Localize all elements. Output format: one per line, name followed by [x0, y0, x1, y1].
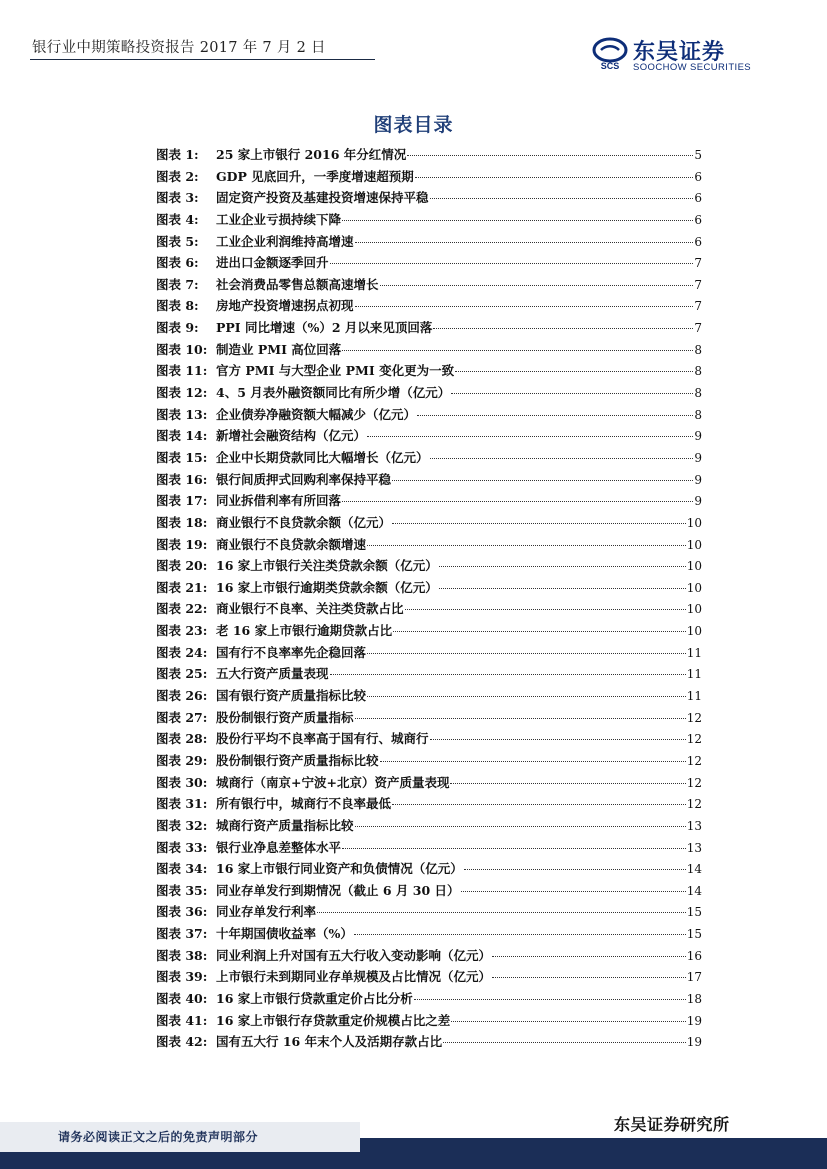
- toc-entry-page: 12: [686, 797, 702, 812]
- toc-entry-label: 图表 2:: [156, 168, 199, 184]
- toc-entry-label: 图表 34:: [156, 861, 208, 877]
- toc-entry-label: 图表 14:: [156, 428, 208, 444]
- toc-entry[interactable]: [156, 751, 702, 773]
- toc-entry-page: 16: [686, 948, 702, 963]
- toc-entry-page: 10: [686, 537, 702, 552]
- toc-entry[interactable]: [156, 773, 702, 795]
- toc-entry-page: 15: [686, 927, 702, 942]
- toc-dot-leader: [393, 631, 686, 632]
- toc-dot-leader: [415, 177, 694, 178]
- toc-dot-leader: [433, 328, 693, 329]
- toc-entry-page: 12: [686, 732, 702, 747]
- toc-dot-leader: [354, 934, 686, 935]
- toc-entry[interactable]: [156, 426, 702, 448]
- toc-entry[interactable]: [156, 838, 702, 860]
- toc-entry-label: 图表 30:: [156, 774, 208, 790]
- soochow-securities-logo: [591, 34, 763, 76]
- toc-entry[interactable]: [156, 275, 702, 297]
- toc-entry-page: 14: [686, 883, 702, 898]
- toc-entry-page: 8: [694, 407, 702, 422]
- toc-entry-page: 15: [686, 905, 702, 920]
- toc-dot-leader: [367, 545, 686, 546]
- toc-entry[interactable]: [156, 188, 702, 210]
- toc-entry-title: 所有银行中，城商行不良率最低: [216, 796, 392, 812]
- toc-entry-title: 社会消费品零售总额高速增长: [216, 276, 379, 292]
- toc-entry[interactable]: [156, 470, 702, 492]
- toc-entry[interactable]: [156, 621, 702, 643]
- toc-dot-leader: [492, 956, 686, 957]
- toc-entry-title: 同业拆借利率有所回落: [216, 493, 342, 509]
- toc-entry[interactable]: [156, 318, 702, 340]
- toc-entry-page: 6: [694, 169, 702, 184]
- toc-dot-leader: [450, 783, 685, 784]
- toc-entry[interactable]: [156, 729, 702, 751]
- toc-entry-title: 商业银行不良贷款余额（亿元）: [216, 514, 392, 530]
- toc-entry[interactable]: [156, 708, 702, 730]
- toc-entry-title: 国有行不良率率先企稳回落: [216, 644, 367, 660]
- toc-entry[interactable]: [156, 361, 702, 383]
- toc-dot-leader: [342, 350, 693, 351]
- toc-entry-title: 同业存单发行利率: [216, 904, 317, 920]
- toc-entry-page: 10: [686, 624, 702, 639]
- toc-entry-page: 12: [686, 775, 702, 790]
- toc-dot-leader: [367, 436, 693, 437]
- toc-entry-label: 图表 20:: [156, 558, 208, 574]
- toc-dot-leader: [355, 718, 686, 719]
- toc-dot-leader: [405, 609, 686, 610]
- toc-entry[interactable]: [156, 535, 702, 557]
- toc-entry-page: 19: [686, 1035, 702, 1050]
- toc-dot-leader: [380, 761, 686, 762]
- toc-entry-label: 图表 31:: [156, 796, 208, 812]
- toc-entry-label: 图表 10:: [156, 341, 208, 357]
- toc-entry[interactable]: [156, 1032, 702, 1054]
- toc-entry-label: 图表 40:: [156, 990, 208, 1006]
- toc-entry-page: 7: [694, 321, 702, 336]
- toc-entry-title: 固定资产投资及基建投资增速保持平稳: [216, 190, 429, 206]
- toc-dot-leader: [355, 826, 686, 827]
- toc-entry-label: 图表 16:: [156, 471, 208, 487]
- toc-entry-title: 股份行平均不良率高于国有行、城商行: [216, 731, 429, 747]
- toc-entry-page: 8: [694, 342, 702, 357]
- toc-dot-leader: [430, 739, 686, 740]
- toc-entry-label: 图表 41:: [156, 1012, 208, 1028]
- toc-entry-label: 图表 32:: [156, 817, 208, 833]
- toc-entry-label: 图表 5:: [156, 233, 199, 249]
- toc-entry-title: 制造业 PMI 高位回落: [216, 341, 342, 357]
- toc-dot-leader: [461, 891, 686, 892]
- toc-entry-title: 国有银行资产质量指标比较: [216, 688, 367, 704]
- toc-entry[interactable]: [156, 1011, 702, 1033]
- toc-entry-label: 图表 21:: [156, 579, 208, 595]
- toc-entry-page: 6: [694, 234, 702, 249]
- toc-entry[interactable]: [156, 599, 702, 621]
- toc-entry-label: 图表 9:: [156, 320, 199, 336]
- header-underline: [30, 59, 375, 60]
- toc-entry-title: 同业存单发行到期情况（截止 6 月 30 日）: [216, 882, 460, 898]
- toc-entry[interactable]: [156, 664, 702, 686]
- toc-entry-title: 16 家上市银行逾期类贷款余额（亿元）: [216, 579, 438, 595]
- logo-mark-text: SCS: [600, 61, 620, 71]
- toc-entry[interactable]: [156, 448, 702, 470]
- toc-entry-page: 10: [686, 559, 702, 574]
- toc-entry[interactable]: [156, 340, 702, 362]
- toc-entry-page: 9: [694, 429, 702, 444]
- toc-dot-leader: [392, 804, 686, 805]
- toc-entry-title: 4、5 月表外融资额同比有所少增（亿元）: [216, 385, 451, 401]
- toc-dot-leader: [407, 155, 693, 156]
- toc-entry-title: 工业企业亏损持续下降: [216, 211, 342, 227]
- toc-dot-leader: [367, 653, 686, 654]
- toc-dot-leader: [330, 263, 694, 264]
- toc-dot-leader: [414, 999, 686, 1000]
- toc-entry-label: 图表 4:: [156, 211, 199, 227]
- toc-entry-title: 城商行资产质量指标比较: [216, 817, 354, 833]
- toc-entry[interactable]: [156, 405, 702, 427]
- toc-entry-title: 商业银行不良率、关注类贷款占比: [216, 601, 404, 617]
- toc-entry-label: 图表 26:: [156, 688, 208, 704]
- toc-entry-label: 图表 38:: [156, 947, 208, 963]
- toc-entry-page: 10: [686, 515, 702, 530]
- footer-organization: 东吴证券研究所: [614, 1115, 730, 1134]
- toc-dot-leader: [417, 415, 693, 416]
- toc-entry-page: 11: [686, 689, 702, 704]
- toc-dot-leader: [342, 220, 693, 221]
- toc-entry-title: 城商行（南京+宁波+北京）资产质量表现: [216, 774, 450, 790]
- toc-entry-label: 图表 22:: [156, 601, 208, 617]
- toc-dot-leader: [330, 674, 686, 675]
- toc-entry-page: 18: [686, 991, 702, 1006]
- toc-entry-page: 5: [694, 148, 702, 162]
- toc-entry-label: 图表 3:: [156, 190, 199, 206]
- toc-entry-page: 14: [686, 862, 702, 877]
- toc-dot-leader: [430, 198, 694, 199]
- toc-entry[interactable]: [156, 924, 702, 946]
- toc-entry-page: 7: [694, 256, 702, 271]
- toc-heading: 图表目录: [373, 114, 454, 136]
- toc-entry-page: 6: [694, 212, 702, 227]
- toc-entry-label: 图表 24:: [156, 644, 208, 660]
- report-header-title: 银行业中期策略投资报告 2017 年 7 月 2 日: [32, 40, 326, 56]
- toc-entry-title: 商业银行不良贷款余额增速: [216, 536, 367, 552]
- toc-entry-label: 图表 12:: [156, 385, 208, 401]
- toc-dot-leader: [492, 977, 686, 978]
- toc-entry-title: 25 家上市银行 2016 年分红情况: [216, 147, 407, 162]
- toc-entry-page: 9: [694, 494, 702, 509]
- toc-entry[interactable]: [156, 167, 702, 189]
- toc-dot-leader: [342, 501, 693, 502]
- table-of-figures: [156, 145, 702, 1054]
- toc-dot-leader: [392, 480, 693, 481]
- toc-entry[interactable]: [156, 859, 702, 881]
- toc-entry-page: 17: [686, 970, 702, 985]
- toc-entry-label: 图表 1:: [156, 147, 199, 162]
- toc-entry-title: 同业利润上升对国有五大行收入变动影响（亿元）: [216, 947, 492, 963]
- toc-dot-leader: [367, 696, 686, 697]
- toc-entry-label: 图表 11:: [156, 363, 208, 379]
- toc-dot-leader: [439, 588, 686, 589]
- toc-dot-leader: [392, 523, 686, 524]
- toc-entry-label: 图表 36:: [156, 904, 208, 920]
- toc-dot-leader: [439, 566, 686, 567]
- toc-entry[interactable]: [156, 232, 702, 254]
- toc-entry[interactable]: [156, 816, 702, 838]
- toc-entry-page: 11: [686, 667, 702, 682]
- toc-entry-title: 16 家上市银行关注类贷款余额（亿元）: [216, 558, 438, 574]
- toc-entry[interactable]: [156, 967, 702, 989]
- toc-dot-leader: [342, 848, 686, 849]
- toc-entry[interactable]: [156, 210, 702, 232]
- toc-entry-title: 国有五大行 16 年末个人及活期存款占比: [216, 1034, 443, 1050]
- toc-entry-label: 图表 25:: [156, 666, 208, 682]
- toc-entry-label: 图表 15:: [156, 449, 208, 465]
- toc-entry-label: 图表 17:: [156, 493, 208, 509]
- toc-entry-title: 企业中长期贷款同比大幅增长（亿元）: [216, 449, 429, 465]
- toc-entry-title: 官方 PMI 与大型企业 PMI 变化更为一致: [216, 363, 455, 379]
- toc-entry-page: 13: [686, 818, 702, 833]
- toc-dot-leader: [380, 285, 694, 286]
- toc-entry-title: PPI 同比增速（%）2 月以来见顶回落: [216, 320, 433, 336]
- toc-entry-title: 16 家上市银行存贷款重定价规模占比之差: [216, 1012, 451, 1028]
- toc-entry-label: 图表 18:: [156, 514, 208, 530]
- toc-entry-page: 10: [686, 602, 702, 617]
- toc-dot-leader: [451, 393, 693, 394]
- toc-entry-label: 图表 19:: [156, 536, 208, 552]
- toc-entry-label: 图表 23:: [156, 623, 208, 639]
- toc-dot-leader: [455, 371, 693, 372]
- toc-dot-leader: [430, 458, 694, 459]
- toc-entry-title: 股份制银行资产质量指标比较: [216, 752, 379, 768]
- toc-entry-label: 图表 39:: [156, 969, 208, 985]
- toc-entry[interactable]: [156, 989, 702, 1011]
- toc-entry-title: 房地产投资增速拐点初现: [216, 298, 354, 314]
- toc-entry-label: 图表 37:: [156, 926, 208, 942]
- toc-entry-page: 8: [694, 364, 702, 379]
- toc-entry-label: 图表 28:: [156, 731, 208, 747]
- toc-entry-page: 12: [686, 710, 702, 725]
- toc-entry[interactable]: [156, 513, 702, 535]
- toc-entry[interactable]: [156, 556, 702, 578]
- toc-entry-title: 新增社会融资结构（亿元）: [216, 428, 367, 444]
- toc-entry-page: 10: [686, 580, 702, 595]
- toc-entry-title: 上市银行未到期同业存单规模及占比情况（亿元）: [216, 969, 492, 985]
- toc-entry-page: 6: [694, 191, 702, 206]
- toc-entry[interactable]: [156, 902, 702, 924]
- toc-entry-label: 图表 7:: [156, 276, 199, 292]
- toc-entry-title: GDP 见底回升，一季度增速超预期: [216, 168, 414, 184]
- toc-entry[interactable]: [156, 296, 702, 318]
- toc-entry-title: 银行业净息差整体水平: [216, 839, 342, 855]
- toc-entry-label: 图表 8:: [156, 298, 199, 314]
- toc-entry-page: 11: [686, 645, 702, 660]
- footer-disclaimer: 请务必阅读正文之后的免责声明部分: [58, 1130, 259, 1144]
- toc-entry-label: 图表 27:: [156, 709, 208, 725]
- toc-entry-title: 十年期国债收益率（%）: [216, 926, 353, 942]
- toc-entry-page: 7: [694, 277, 702, 292]
- toc-entry-title: 16 家上市银行同业资产和负债情况（亿元）: [216, 861, 463, 877]
- toc-entry-title: 银行间质押式回购利率保持平稳: [216, 471, 392, 487]
- toc-entry[interactable]: [156, 881, 702, 903]
- toc-entry-page: 9: [694, 450, 702, 465]
- toc-entry[interactable]: [156, 253, 702, 275]
- toc-entry-page: 9: [694, 472, 702, 487]
- toc-entry-page: 13: [686, 840, 702, 855]
- toc-dot-leader: [451, 1021, 685, 1022]
- toc-entry[interactable]: [156, 643, 702, 665]
- toc-entry-page: 7: [694, 299, 702, 314]
- toc-dot-leader: [317, 912, 686, 913]
- toc-entry[interactable]: [156, 686, 702, 708]
- toc-dot-leader: [443, 1042, 686, 1043]
- toc-entry-label: 图表 29:: [156, 752, 208, 768]
- toc-entry[interactable]: [156, 946, 702, 968]
- toc-entry-title: 企业债券净融资额大幅减少（亿元）: [216, 406, 417, 422]
- logo-mark-icon: [591, 37, 629, 71]
- toc-entry-title: 16 家上市银行贷款重定价占比分析: [216, 990, 413, 1006]
- toc-entry-label: 图表 13:: [156, 406, 208, 422]
- toc-entry[interactable]: [156, 578, 702, 600]
- toc-entry-title: 五大行资产质量表现: [216, 666, 329, 682]
- toc-entry-title: 工业企业利润维持高增速: [216, 233, 354, 249]
- toc-dot-leader: [464, 869, 686, 870]
- toc-entry-title: 老 16 家上市银行逾期贷款占比: [216, 623, 393, 639]
- toc-entry-label: 图表 6:: [156, 255, 199, 271]
- toc-entry-page: 12: [686, 753, 702, 768]
- toc-entry-label: 图表 33:: [156, 839, 208, 855]
- toc-entry-page: 19: [686, 1013, 702, 1028]
- toc-entry[interactable]: [156, 383, 702, 405]
- toc-entry-label: 图表 42:: [156, 1034, 208, 1050]
- toc-entry[interactable]: [156, 794, 702, 816]
- toc-entry-title: 进出口金额逐季回升: [216, 255, 329, 271]
- toc-dot-leader: [355, 306, 694, 307]
- toc-entry-page: 8: [694, 386, 702, 401]
- toc-entry-label: 图表 35:: [156, 882, 208, 898]
- toc-entry-title: 股份制银行资产质量指标: [216, 709, 354, 725]
- logo-english-name: SOOCHOW SECURITIES: [633, 62, 752, 73]
- toc-dot-leader: [355, 242, 694, 243]
- toc-entry[interactable]: [156, 145, 702, 167]
- toc-entry[interactable]: [156, 491, 702, 513]
- logo-chinese-name: 东吴证券: [633, 40, 726, 65]
